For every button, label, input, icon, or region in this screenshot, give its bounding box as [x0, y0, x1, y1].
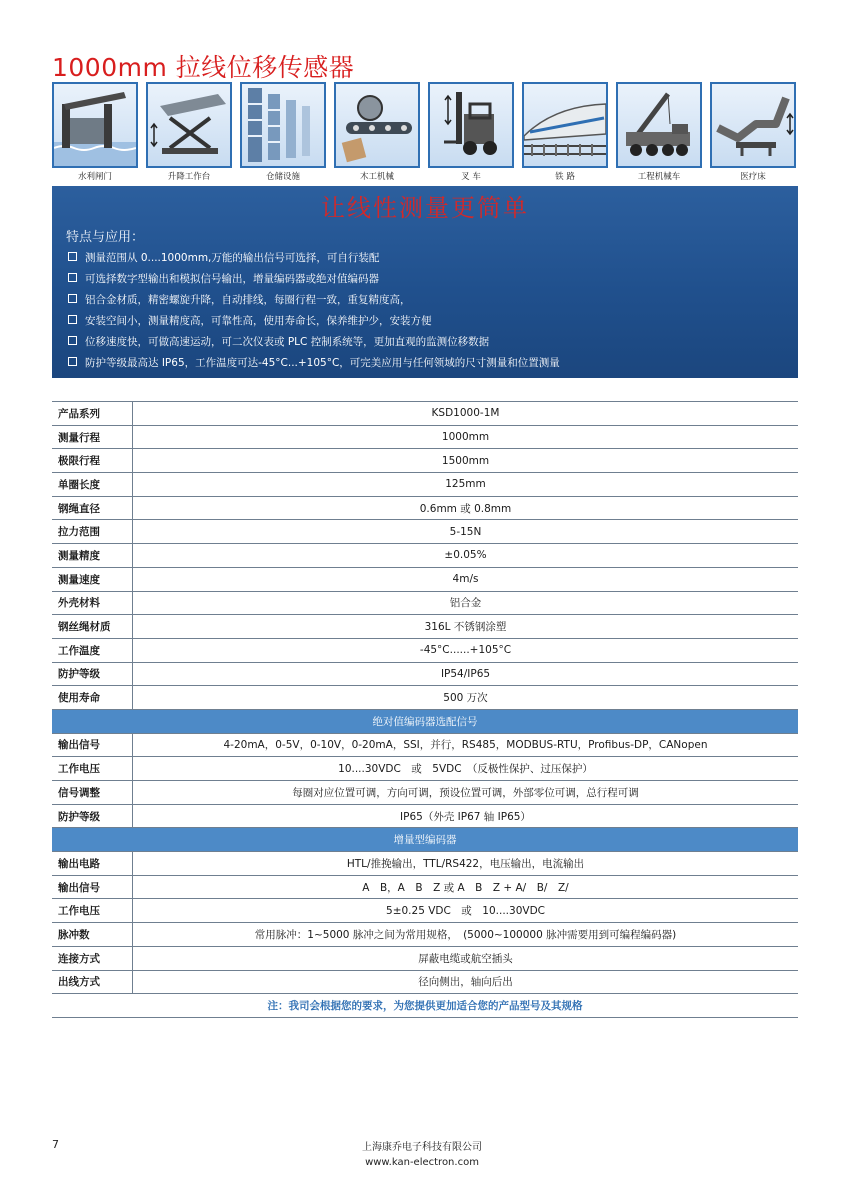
application-item	[522, 82, 608, 184]
features-list	[68, 248, 560, 374]
spec-key: 测量精度	[52, 544, 133, 568]
spec-value: 屏蔽电缆或航空插头	[133, 946, 799, 970]
application-label: 工程机械车	[637, 172, 681, 182]
table-row	[52, 970, 798, 994]
table-row	[52, 852, 798, 876]
table-row	[52, 615, 798, 639]
lift-platform-icon	[146, 82, 232, 168]
application-icons-strip	[52, 82, 798, 184]
website-url: www.kan-electron.com	[365, 1157, 479, 1168]
table-row	[52, 473, 798, 497]
checkbox-square-icon	[68, 315, 77, 324]
warehouse-icon	[240, 82, 326, 168]
checkbox-square-icon	[68, 294, 77, 303]
spec-key: 防护等级	[52, 662, 133, 686]
application-label: 叉 车	[461, 172, 481, 182]
spec-value: 5-15N	[133, 520, 799, 544]
section-header-absolute: 绝对值编码器选配信号	[52, 709, 798, 733]
table-row	[52, 662, 798, 686]
spec-value: IP54/IP65	[133, 662, 799, 686]
checkbox-square-icon	[68, 273, 77, 282]
spec-key: 钢丝绳材质	[52, 615, 133, 639]
spec-key: 连接方式	[52, 946, 133, 970]
checkbox-square-icon	[68, 252, 77, 261]
spec-key: 拉力范围	[52, 520, 133, 544]
table-row	[52, 804, 798, 828]
spec-key: 使用寿命	[52, 686, 133, 710]
crane-truck-icon	[616, 82, 702, 168]
application-label: 水利闸门	[77, 172, 112, 182]
spec-value: ±0.05%	[133, 544, 799, 568]
woodworking-icon	[334, 82, 420, 168]
spec-value: 铝合金	[133, 591, 799, 615]
application-item	[616, 82, 702, 184]
spec-value: 常用脉冲：1~5000 脉冲之间为常用规格， (5000~100000 脉冲需要用到可编程编码器)	[133, 923, 799, 947]
spec-key: 单圈长度	[52, 473, 133, 497]
table-row	[52, 828, 798, 852]
spec-key: 测量速度	[52, 567, 133, 591]
feature-item: 位移速度快，可做高速运动，可二次仪表或 PLC 控制系统等，更加直观的监测位移数据	[68, 332, 560, 353]
application-label: 木工机械	[359, 172, 394, 182]
table-row	[52, 709, 798, 733]
spec-value: 4m/s	[133, 567, 799, 591]
water-gate-icon	[52, 82, 138, 168]
table-row	[52, 638, 798, 662]
spec-value: -45°C......+105°C	[133, 638, 799, 662]
application-item	[428, 82, 514, 184]
feature-item: 铝合金材质，精密螺旋升降，自动排线，每圈行程一致，重复精度高，	[68, 290, 560, 311]
spec-key: 信号调整	[52, 781, 133, 805]
checkbox-square-icon	[68, 336, 77, 345]
table-row	[52, 496, 798, 520]
spec-value: 10....30VDC 或 5VDC （反极性保护、过压保护）	[133, 757, 799, 781]
spec-key: 输出信号	[52, 875, 133, 899]
spec-key: 钢绳直径	[52, 496, 133, 520]
spec-key: 工作电压	[52, 757, 133, 781]
table-row	[52, 946, 798, 970]
application-item	[52, 82, 138, 184]
table-row	[52, 567, 798, 591]
forklift-icon	[428, 82, 514, 168]
features-banner	[52, 186, 798, 378]
spec-key: 极限行程	[52, 449, 133, 473]
application-label: 升降工作台	[167, 172, 211, 182]
page-title: 1000mm 拉线位移传感器	[52, 53, 355, 82]
feature-item: 安装空间小，测量精度高，可靠性高，使用寿命长，保养维护少，安装方便	[68, 311, 560, 332]
application-label: 铁 路	[555, 172, 575, 182]
feature-item: 测量范围从 0....1000mm,万能的输出信号可选择，可自行装配	[68, 248, 560, 269]
table-row	[52, 923, 798, 947]
spec-value: 316L 不锈钢涂塑	[133, 615, 799, 639]
application-item	[240, 82, 326, 184]
company-name: 上海康乔电子科技有限公司	[362, 1142, 482, 1153]
spec-value: IP65（外壳 IP67 轴 IP65）	[133, 804, 799, 828]
table-row	[52, 733, 798, 757]
spec-value: 500 万次	[133, 686, 799, 710]
spec-key: 防护等级	[52, 804, 133, 828]
spec-value: 每圈对应位置可调，方向可调，预设位置可调，外部零位可调，总行程可调	[133, 781, 799, 805]
spec-value: 0.6mm 或 0.8mm	[133, 496, 799, 520]
spec-table	[52, 401, 798, 1018]
spec-value: 4-20mA，0-5V，0-10V，0-20mA，SSI，并行，RS485，MODBUS-RTU，Profibus-DP，CANopen	[133, 733, 799, 757]
spec-key: 工作温度	[52, 638, 133, 662]
checkbox-square-icon	[68, 357, 77, 366]
application-item	[710, 82, 796, 184]
application-item	[146, 82, 232, 184]
spec-key: 工作电压	[52, 899, 133, 923]
table-row	[52, 402, 798, 426]
table-row	[52, 757, 798, 781]
spec-value: 125mm	[133, 473, 799, 497]
spec-value: KSD1000-1M	[133, 402, 799, 426]
medical-bed-icon	[710, 82, 796, 168]
table-row	[52, 781, 798, 805]
spec-value: A B，A B Z 或 A B Z + A/ B/ Z/	[133, 875, 799, 899]
application-item	[334, 82, 420, 184]
table-row	[52, 875, 798, 899]
table-row	[52, 899, 798, 923]
railway-icon	[522, 82, 608, 168]
spec-value: 5±0.25 VDC 或 10....30VDC	[133, 899, 799, 923]
table-row	[52, 520, 798, 544]
spec-key: 产品系列	[52, 402, 133, 426]
spec-key: 脉冲数	[52, 923, 133, 947]
features-heading: 特点与应用：	[66, 230, 145, 245]
page-number: 7	[52, 1138, 59, 1151]
spec-key: 测量行程	[52, 425, 133, 449]
table-row	[52, 686, 798, 710]
table-row	[52, 591, 798, 615]
spec-value: 1000mm	[133, 425, 799, 449]
spec-key: 出线方式	[52, 970, 133, 994]
table-row	[52, 994, 798, 1018]
spec-value: HTL/推挽输出，TTL/RS422，电压输出，电流输出	[133, 852, 799, 876]
feature-item: 防护等级最高达 IP65，工作温度可达-45°C...+105°C，可完美应用与任何领域的尺寸测量和位置测量	[68, 353, 560, 374]
spec-key: 输出信号	[52, 733, 133, 757]
application-label: 仓储设施	[265, 172, 300, 182]
table-row	[52, 449, 798, 473]
feature-item: 可选择数字型输出和模拟信号输出，增量编码器或绝对值编码器	[68, 269, 560, 290]
section-header-incremental: 增量型编码器	[52, 828, 798, 852]
spec-value: 径向侧出，轴向后出	[133, 970, 799, 994]
spec-key: 外壳材料	[52, 591, 133, 615]
spec-value: 1500mm	[133, 449, 799, 473]
table-row	[52, 544, 798, 568]
spec-note: 注：我司会根据您的要求，为您提供更加适合您的产品型号及其规格	[52, 994, 798, 1018]
application-label: 医疗床	[740, 172, 766, 182]
banner-slogan: 让线性测量更简单	[321, 194, 529, 222]
table-row	[52, 425, 798, 449]
spec-key: 输出电路	[52, 852, 133, 876]
